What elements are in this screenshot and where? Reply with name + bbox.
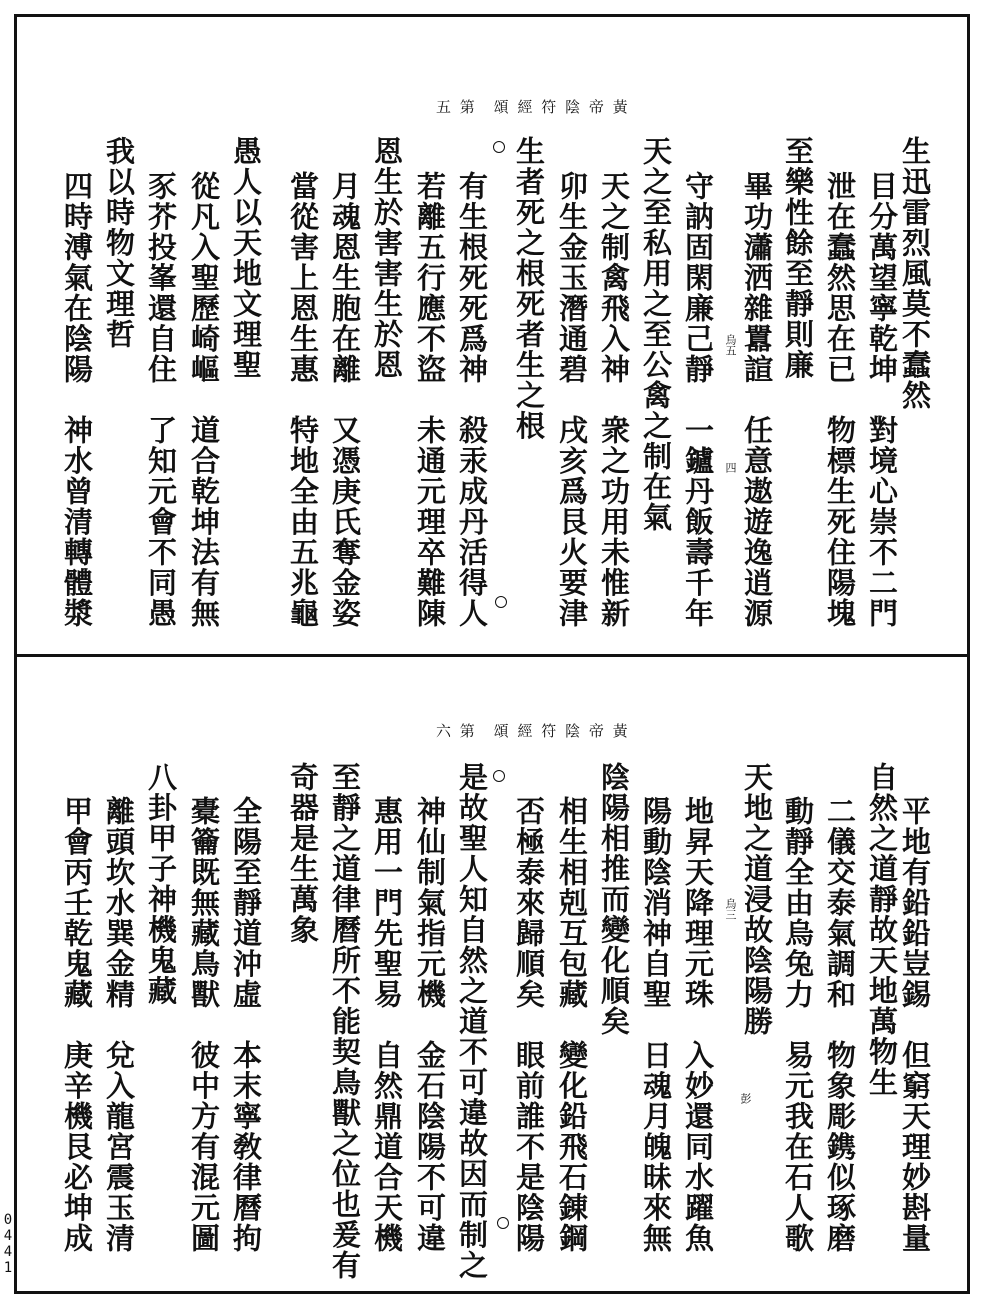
text-column: 至靜之道律曆所不能契鳥獸之位也爰有 (328, 762, 362, 1281)
text-column: 二儀交泰氣調和 物象彫鎸似琢磨 (823, 796, 857, 1254)
text-column: 天之制禽飛入神 衆之功用未惟新 (597, 171, 631, 629)
text-column: 四時溥氣在陰陽 神水曾清轉體漿 (60, 171, 94, 629)
text-column: 天地之道浸故陰陽勝 (740, 762, 774, 1037)
text-column: 陽動陰消神自聖 日魂月魄昧來無 (639, 796, 673, 1254)
text-column: 離頭坎水巽金精 兌入龍宮震玉清 (102, 796, 136, 1254)
text-column: 有生根死死爲神 殺汞成丹活得人 (455, 171, 489, 629)
margin-note: 烏五 (724, 334, 737, 356)
text-column: 橐籥既無藏鳥獸 彼中方有混元圖 (187, 796, 221, 1254)
text-column: 全陽至靜道沖虛 本末寧敎律曆拘 (229, 796, 263, 1254)
text-column: 自然之道靜故天地萬物生 (865, 762, 899, 1098)
text-column: 動靜全由烏兔力 易元我在石人歌 (781, 796, 815, 1254)
text-column: 是故聖人知自然之道不可違故因而制之 (455, 762, 489, 1281)
text-column: 當從害上恩生惠 特地全由五兆龜 (286, 171, 320, 629)
text-column: 八卦甲子神機鬼藏 (144, 762, 178, 1006)
text-column: 神仙制氣指元機 金石陰陽不可違 (413, 796, 447, 1254)
text-column: 生者死之根死者生之根 (512, 136, 546, 441)
text-column: 惠用一門先聖易 自然鼎道合天機 (370, 796, 404, 1254)
text-column: 地昇天降理元珠 入妙還同水躍魚 (681, 796, 715, 1254)
text-column: 天之至私用之至公禽之制在氣 (639, 136, 673, 533)
text-column: 否極泰來歸順矣 眼前誰不是陰陽 (512, 796, 546, 1254)
binding-hole-mark (497, 1217, 509, 1229)
upper-running-header: 五 第 頌 經 符 陰 帝 黃 (436, 98, 630, 116)
binding-hole-mark (493, 770, 505, 782)
text-column: 若離五行應不盜 未通元理卒難陳 (413, 171, 447, 629)
margin-note: 彭 (739, 1093, 752, 1104)
text-column: 豕芥投峯還自住 了知元會不同愚 (144, 171, 178, 629)
text-column: 守訥固閑廉己靜 一鑪丹飯壽千年 (681, 171, 715, 629)
text-column: 陰陽相推而變化順矣 (597, 762, 631, 1037)
text-column: 泄在蠢然思在已 物標生死住陽塊 (823, 171, 857, 629)
text-column: 愚人以天地文理聖 (229, 136, 263, 380)
text-column: 目分萬望寧乾坤 對境心崇不二門 (865, 171, 899, 629)
margin-note: 烏三 (724, 898, 737, 920)
text-column: 卯生金玉潛通碧 戌亥爲艮火要津 (555, 171, 589, 629)
page-divider (14, 654, 970, 657)
text-column: 月魂恩生胞在離 又憑庚氏奪金姿 (328, 171, 362, 629)
text-column: 至樂性餘至靜則廉 (781, 136, 815, 380)
text-column: 從凡入聖歷崎嶇 道合乾坤法有無 (187, 171, 221, 629)
lower-running-header: 六 第 頌 經 符 陰 帝 黃 (436, 722, 630, 740)
text-column: 平地有鉛鉛豈錫 但窮天理妙斟量 (898, 796, 932, 1254)
text-column: 我以時物文理哲 (102, 136, 136, 350)
margin-note: 四 (724, 462, 737, 473)
text-column: 甲會丙壬乾鬼藏 庚辛機艮必坤成 (60, 796, 94, 1254)
text-column: 畢功瀟洒雜囂諠 任意遨遊逸逍源 (740, 171, 774, 629)
binding-hole-mark (493, 141, 505, 153)
text-column: 奇器是生萬象 (286, 762, 320, 945)
text-column: 恩生於害害生於恩 (370, 136, 404, 380)
binding-hole-mark (495, 596, 507, 608)
text-column: 生迅雷烈風莫不蠢然 (898, 136, 932, 411)
text-column: 相生相剋互包藏 變化鉛飛石錬鋼 (555, 796, 589, 1254)
volume-number: 0441 (3, 1212, 13, 1276)
